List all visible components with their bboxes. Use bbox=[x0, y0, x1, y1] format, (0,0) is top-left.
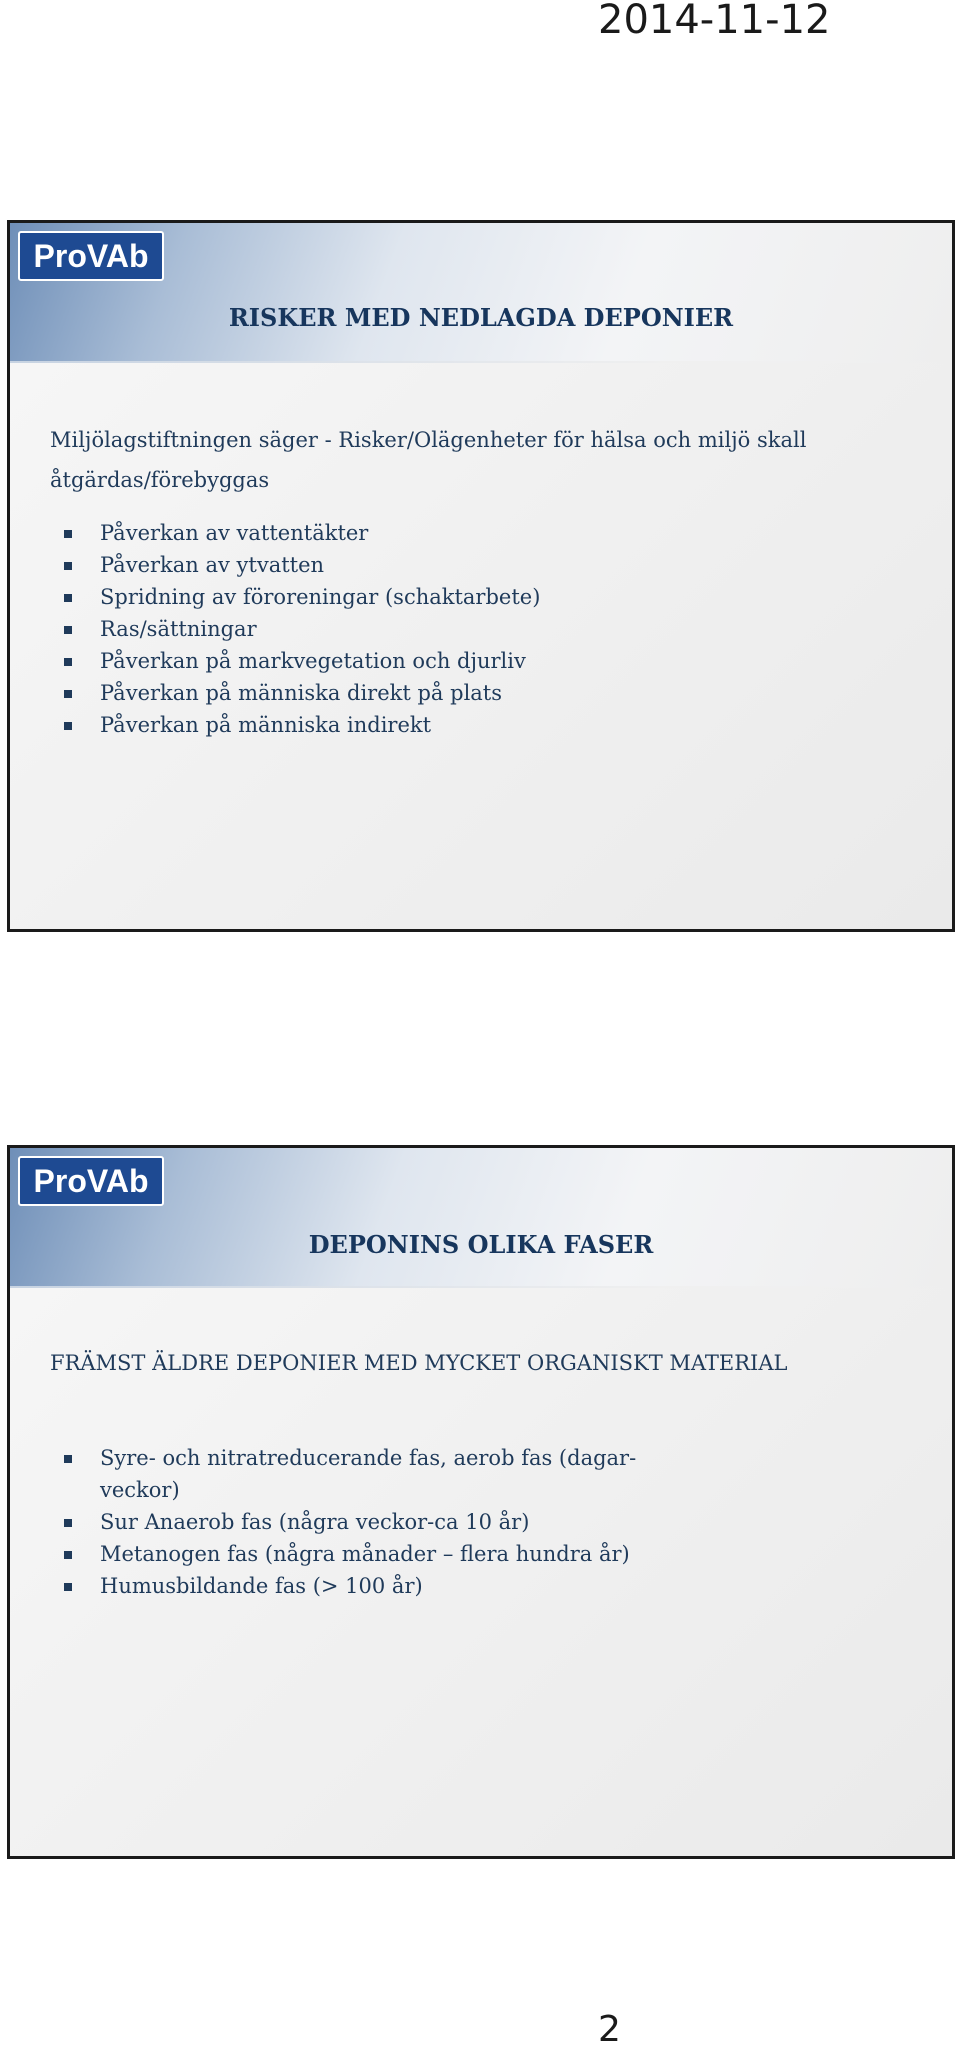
slide-title: RISKER MED NEDLAGDA DEPONIER bbox=[228, 303, 734, 332]
list-item: Påverkan på markvegetation och djurliv bbox=[60, 645, 912, 677]
list-item: Syre- och nitratreducerande fas, aerob fas (dagar-veckor) bbox=[60, 1442, 660, 1506]
list-item: Sur Anaerob fas (några veckor-ca 10 år) bbox=[60, 1506, 660, 1538]
slide-intro: Miljölagstiftningen säger - Risker/Olägenheter för hälsa och miljö skall åtgärdas/förebyggas bbox=[50, 428, 807, 492]
slide-intro: FRÄMST ÄLDRE DEPONIER MED MYCKET ORGANISKT MATERIAL bbox=[50, 1351, 788, 1375]
page-number: 2 bbox=[598, 2009, 621, 2050]
document-date: 2014-11-12 bbox=[598, 0, 831, 43]
bullet-list bbox=[60, 1442, 912, 1602]
slide-title: DEPONINS OLIKA FASER bbox=[308, 1230, 654, 1259]
list-item: Humusbildande fas (> 100 år) bbox=[60, 1570, 660, 1602]
list-item: Ras/sättningar bbox=[60, 613, 912, 645]
logo-text: ProVAb bbox=[33, 1163, 149, 1199]
provab-logo bbox=[18, 1156, 164, 1206]
list-item: Spridning av föroreningar (schaktarbete) bbox=[60, 581, 912, 613]
list-item: Metanogen fas (några månader – flera hundra år) bbox=[60, 1538, 660, 1570]
list-item: Påverkan av ytvatten bbox=[60, 549, 912, 581]
list-item: Påverkan av vattentäkter bbox=[60, 517, 912, 549]
provab-logo-image bbox=[23, 236, 159, 276]
slide-risker bbox=[7, 220, 955, 932]
provab-logo bbox=[18, 231, 164, 281]
list-item: Påverkan på människa direkt på plats bbox=[60, 677, 912, 709]
logo-text: ProVAb bbox=[33, 238, 149, 274]
provab-logo-image bbox=[23, 1161, 159, 1201]
list-item: Påverkan på människa indirekt bbox=[60, 709, 912, 741]
bullet-list bbox=[60, 517, 912, 741]
slide-faser bbox=[7, 1145, 955, 1859]
